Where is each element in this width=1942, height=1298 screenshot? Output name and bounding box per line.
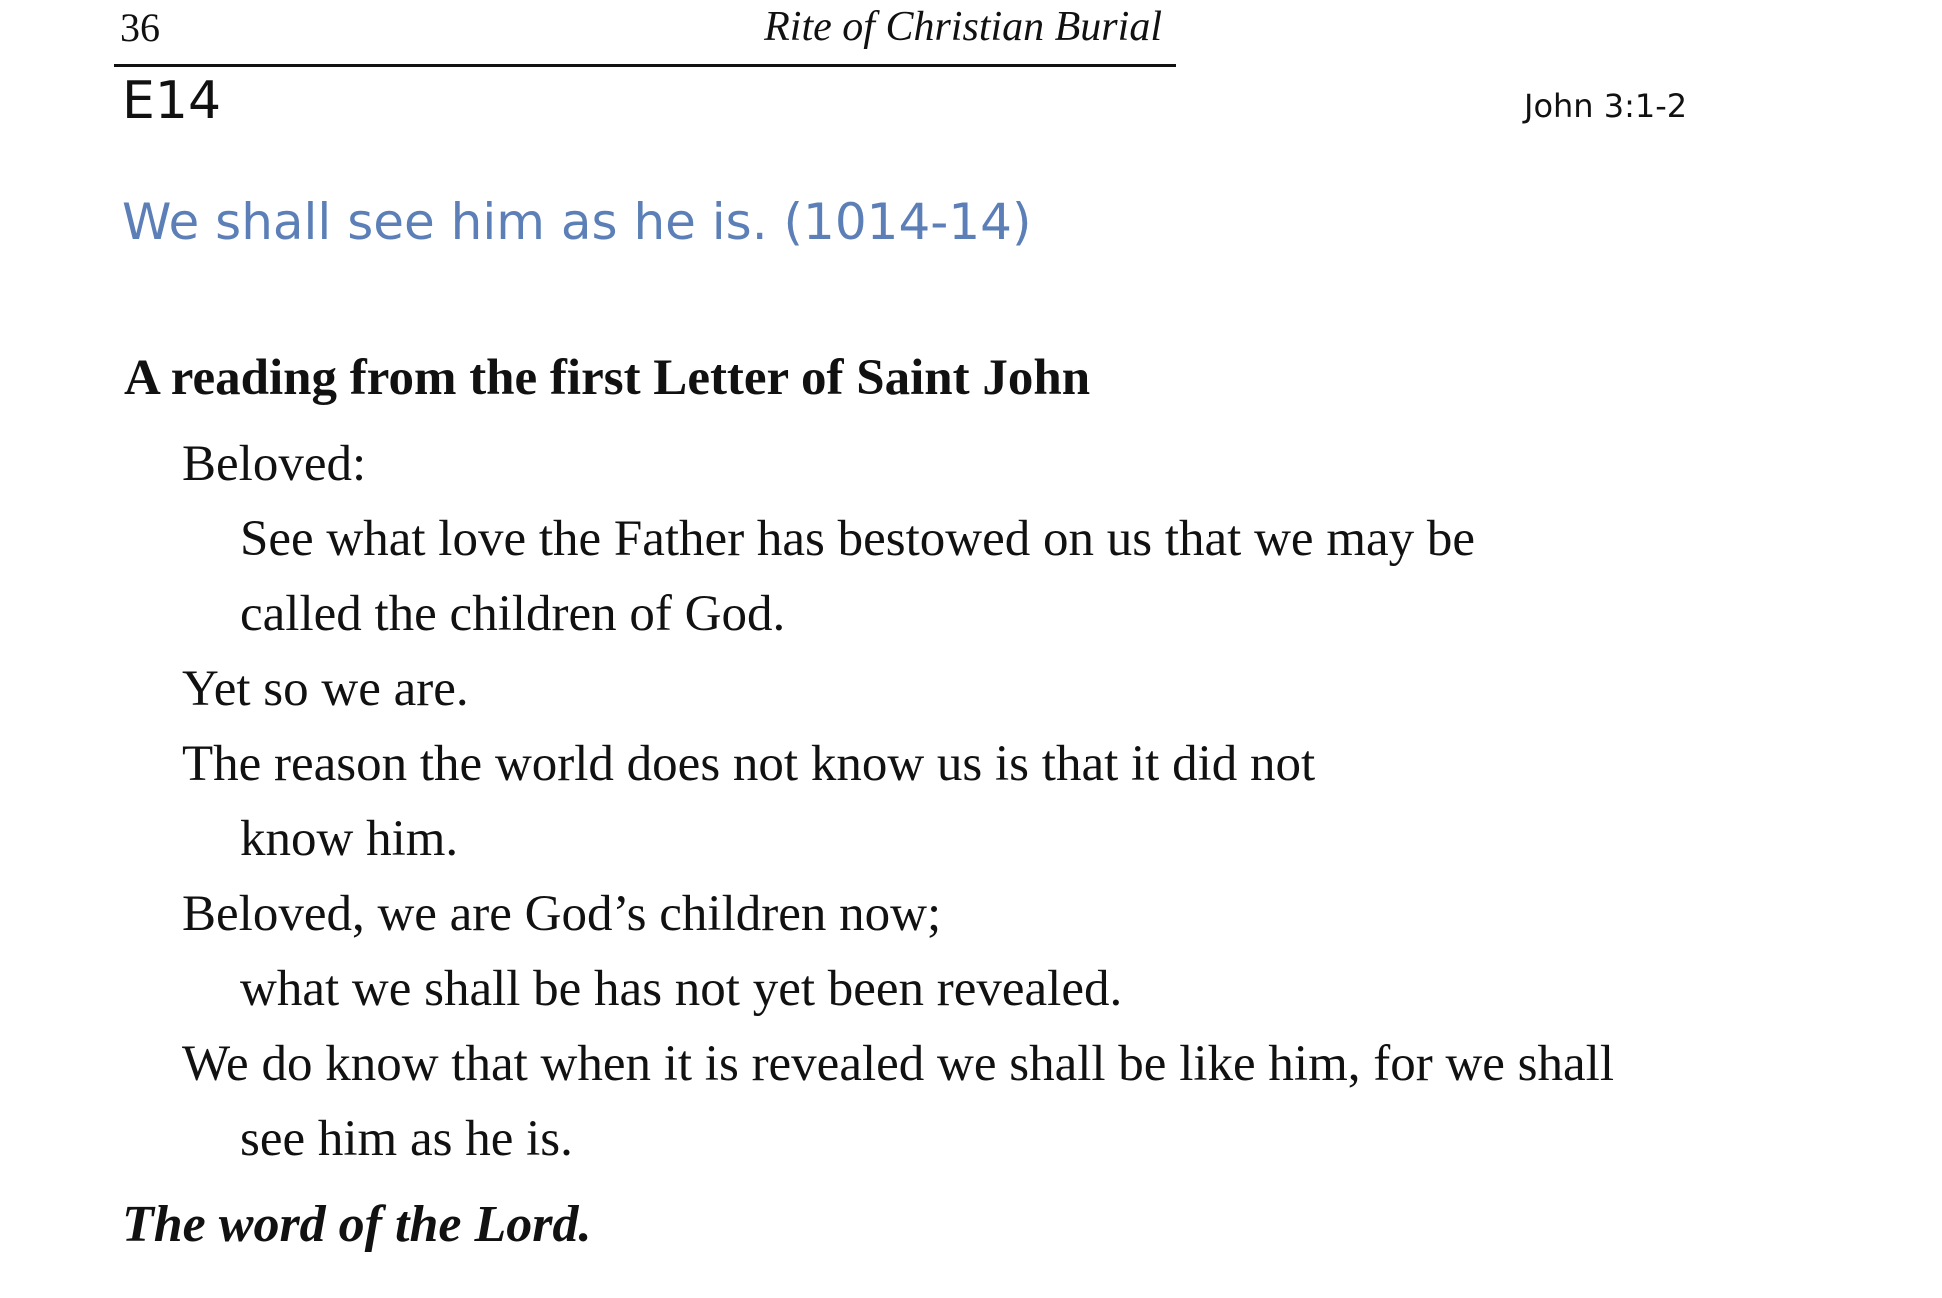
reading-line: See what love the Father has bestowed on us that we may be [240,511,1476,567]
reading-line: see him as he is. [240,1111,573,1167]
reading-line: The reason the world does not know us is that it did not [182,736,1316,792]
page-header [114,0,1176,67]
reading-code: E14 [122,71,222,131]
page-number: 36 [120,5,160,50]
scripture-citation: John 3:1-2 [1524,87,1688,125]
reading-line: We do know that when it is revealed we shall be like him, for we shall [182,1036,1615,1092]
reading-heading: A reading from the first Letter of Saint John [124,350,1091,406]
reading-line: Yet so we are. [182,661,469,717]
reading-line: Beloved: [182,436,367,492]
closing-acclamation: The word of the Lord. [122,1196,592,1253]
reading-line: called the children of God. [240,586,786,642]
reading-line: what we shall be has not yet been revealed. [240,961,1123,1017]
reading-line: know him. [240,811,459,867]
reading-line: Beloved, we are God’s children now; [182,886,942,942]
reading-subtitle: We shall see him as he is. (1014-14) [122,193,1032,251]
running-title: Rite of Christian Burial [764,4,1162,50]
